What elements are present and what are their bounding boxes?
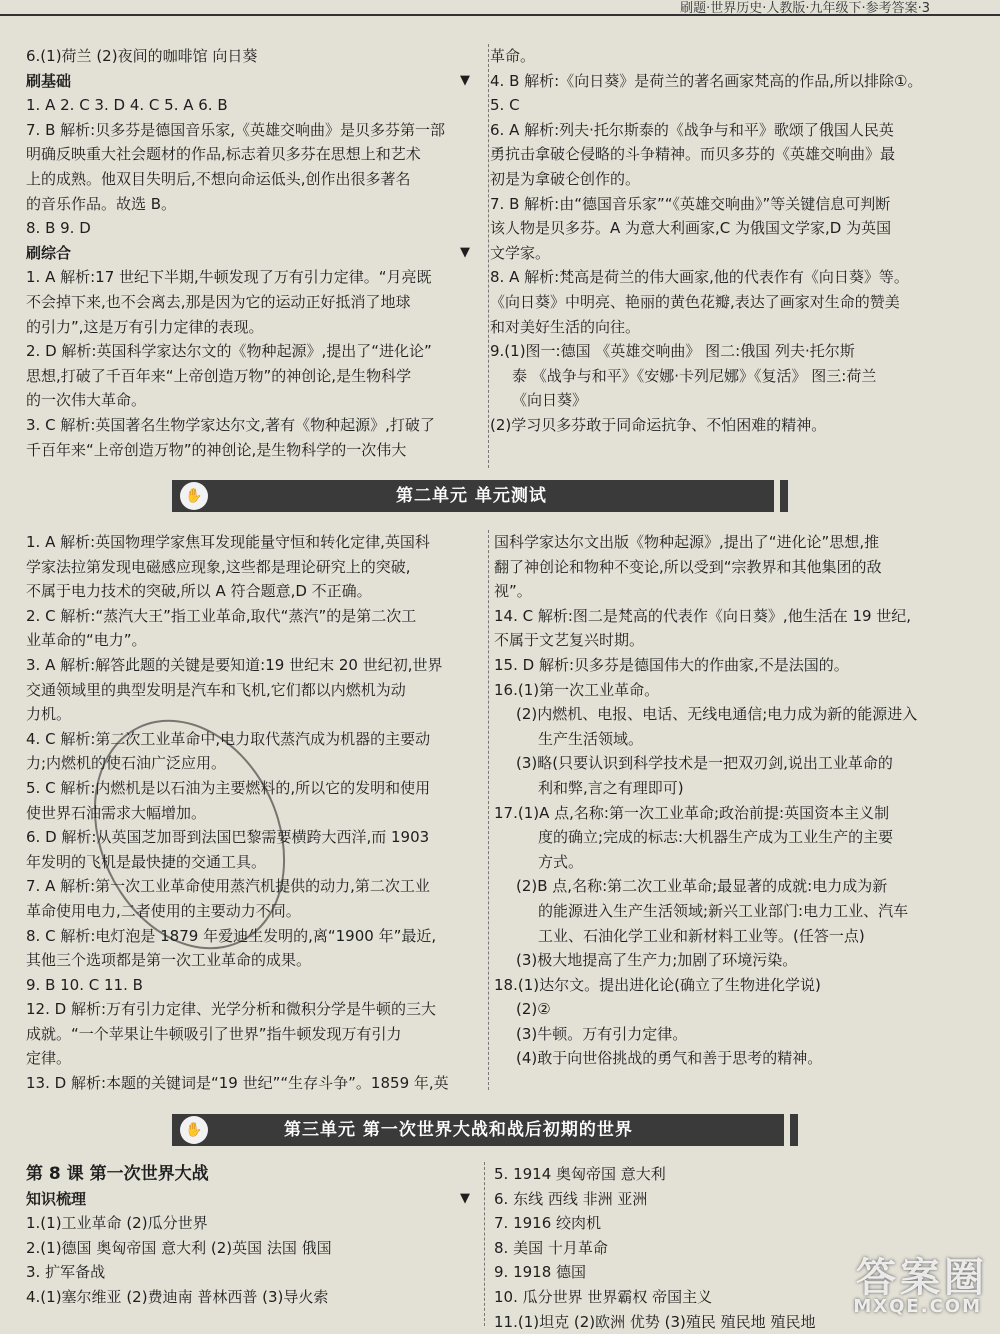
answer-line: 3. 扩军备战 [26,1263,106,1282]
answer-line: 17.(1)A 点,名称:第一次工业革命;政治前提:英国资本主义制 [494,803,890,822]
unit3-title: 第三单元 第一次世界大战和战后初期的世界 [284,1120,633,1140]
answer-line: (3)略(只要认识到科学技术是一把双刃剑,说出工业革命的 [516,754,893,773]
watermark-text: 答案圈 [856,1255,988,1301]
answer-line: 不属于文艺复兴时期。 [494,631,645,650]
answer-line: 11.(1)坦克 (2)欧洲 优势 (3)殖民 殖民地 殖民地 [494,1312,816,1331]
answer-line: 和对美好生活的向往。 [490,317,641,336]
triangle-down-icon: ▼ [460,72,470,88]
page-header [0,0,1000,16]
answer-line: 成就。“一个苹果让牛顿吸引了世界”指牛顿发现万有引力 [26,1024,402,1043]
answer-line: 7. 1916 绞肉机 [494,1214,602,1233]
answer-line: 3. C 解析:英国著名生物学家达尔文,著有《物种起源》,打破了 [26,415,435,434]
section-heading-label: 刷综合 [26,243,72,262]
answer-line: 6. 东线 西线 非洲 亚洲 [494,1189,648,1208]
answer-line: 泰 《战争与和平》《安娜·卡列尼娜》《复活》 图三:荷兰 [512,366,877,385]
answer-line: 思想,打破了千百年来“上帝创造万物”的神创论,是生物科学 [26,366,412,385]
answer-line: 8. 美国 十月革命 [494,1238,608,1257]
answer-line: 力机。 [26,705,72,724]
answer-line: 8. A 解析:梵高是荷兰的伟大画家,他的代表作有《向日葵》等。 [490,268,909,287]
triangle-down-icon: ▼ [460,244,470,260]
answer-line: 国科学家达尔文出版《物种起源》,提出了“进化论”思想,推 [494,533,880,551]
answer-line: 初是为拿破仑创作的。 [490,169,641,188]
answer-line: 15. D 解析:贝多芬是德国伟大的作曲家,不是法国的。 [494,655,849,674]
answer-line: 1.(1)工业革命 (2)瓜分世界 [26,1214,208,1233]
answer-line: 12. D 解析:万有引力定律、光学分析和微积分学是牛顿的三大 [26,1000,436,1019]
hand-icon: ✋ [180,1116,208,1144]
unit3-left-column [26,1162,470,1310]
answer-line: 勇抗击拿破仑侵略的斗争精神。而贝多芬的《英雄交响曲》最 [490,145,896,164]
answer-line: 4. C 解析:第二次工业革命中,电力取代蒸汽成为机器的主要动 [26,729,431,748]
section-heading [26,241,470,266]
answer-line: 2.(1)德国 奥匈帝国 意大利 (2)英国 法国 俄国 [26,1238,332,1257]
section-heading-label: 刷基础 [26,71,72,90]
unit3-banner [172,1114,784,1146]
answer-line: 7. B 解析:由“德国音乐家”“《英雄交响曲》”等关键信息可判断 [490,194,891,213]
answer-line: 不属于电力技术的突破,所以 A 符合题意,D 不正确。 [26,582,372,601]
banner-end-cap [780,480,788,512]
answer-line: (2)② [516,1000,551,1019]
answer-line: 16.(1)第一次工业革命。 [494,680,660,699]
section-heading-label: 知识梳理 [26,1189,87,1208]
answer-line: 2. D 解析:英国科学家达尔文的《物种起源》,提出了“进化论” [26,342,432,361]
answer-line: 视”。 [494,582,532,601]
answer-line: 14. C 解析:图二是梵高的代表作《向日葵》,他生活在 19 世纪, [494,606,912,625]
answer-line: 革命使用电力,二者使用的主要动力不同。 [26,901,301,920]
answer-line: 学家法拉第发现电磁感应现象,这些都是理论研究上的突破, [26,557,411,576]
answer-line: 年发明的飞机是最快捷的交通工具。 [26,852,267,871]
answer-line: 的一次伟大革命。 [26,391,147,410]
answer-line: 《向日葵》 [512,391,588,410]
answer-line: (3)牛顿。万有引力定律。 [516,1024,688,1043]
answer-line: 9. 1918 德国 [494,1263,587,1282]
answer-line: 千百年来“上帝创造万物”的神创论,是生物科学的一次伟大 [26,440,407,459]
answer-line: 1. A 解析:17 世纪下半期,牛顿发现了万有引力定律。“月亮既 [26,268,432,287]
watermark-logo [810,1246,1000,1326]
answer-line: 5. C [490,96,520,115]
answer-line: 6. A 解析:列夫·托尔斯泰的《战争与和平》歌颂了俄国人民英 [490,120,894,139]
answer-line: 文学家。 [490,243,551,262]
answer-line: 6.(1)荷兰 (2)夜间的咖啡馆 向日葵 [26,47,258,65]
answer-line: 生产生活领域。 [538,729,644,748]
unit2-right-column [494,530,954,1071]
answer-line: 5. C 解析:内燃机是以石油为主要燃料的,所以它的发明和使用 [26,778,431,797]
answer-line: 业革命的“电力”。 [26,631,147,650]
answer-line: 的引力”,这是万有引力定律的表现。 [26,317,264,336]
answer-line: 方式。 [538,852,584,871]
answer-line: 力;内燃机的使石油广泛应用。 [26,754,227,773]
banner-end-cap [790,1114,798,1146]
answer-line: 的能源进入生产生活领域;新兴工业部门:电力工业、汽车 [538,901,909,920]
answer-line: 1. A 解析:英国物理学家焦耳发现能量守恒和转化定律,英国科 [26,533,430,551]
answer-line: 该人物是贝多芬。A 为意大利画家,C 为俄国文学家,D 为英国 [490,219,892,238]
answer-line: 翻了神创论和物种不变论,所以受到“宗教界和其他集团的敌 [494,557,882,576]
watermark-url: MXQE.COM [853,1296,982,1317]
answer-line: (2)内燃机、电报、电话、无线电通信;电力成为新的能源进入 [516,705,918,724]
answer-line: 2. C 解析:“蒸汽大王”指工业革命,取代“蒸汽”的是第二次工 [26,606,417,625]
triangle-down-icon: ▼ [460,1190,470,1206]
answer-line: 10. 瓜分世界 世界霸权 帝国主义 [494,1287,713,1306]
answer-line: (4)敢于向世俗挑战的勇气和善于思考的精神。 [516,1049,823,1068]
answer-line: (2)学习贝多芬敢于同命运抗争、不怕困难的精神。 [490,415,827,434]
header-text: 刷题·世界历史·人教版·九年级下·参考答案·3 [680,1,930,16]
answer-line: 定律。 [26,1049,72,1068]
answer-line: 其他三个选项都是第一次工业革命的成果。 [26,951,312,970]
answer-line: 13. D 解析:本题的关键词是“19 世纪”“生存斗争”。1859 年,英 [26,1074,449,1093]
answer-line: 4. B 解析:《向日葵》是荷兰的著名画家梵高的作品,所以排除①。 [490,71,923,90]
unit2-title: 第二单元 单元测试 [396,486,547,506]
answer-line: 上的成熟。他双目失明后,不想向命运低头,创作出很多著名 [26,169,411,188]
answer-line: (3)极大地提高了生产力;加剧了环境污染。 [516,951,798,970]
answer-line: 的音乐作品。故选 B。 [26,194,177,213]
answer-line: 《向日葵》中明亮、艳丽的黄色花瓣,表达了画家对生命的赞美 [490,292,900,311]
answer-line: 7. A 解析:第一次工业革命使用蒸汽机提供的动力,第二次工业 [26,877,430,896]
answer-line: 9. B 10. C 11. B [26,975,143,994]
column-divider [484,1162,485,1326]
answer-line: 使世界石油需求大幅增加。 [26,803,207,822]
answer-line: 8. C 解析:电灯泡是 1879 年爱迪生发明的,离“1900 年”最近, [26,926,437,945]
section-heading [26,69,470,94]
column-divider [488,530,489,1090]
answer-line: 6. D 解析:从英国芝加哥到法国巴黎需要横跨大西洋,而 1903 [26,828,430,847]
answer-line: 明确反映重大社会题材的作品,标志着贝多芬在思想上和艺术 [26,145,421,164]
column-divider [488,44,489,468]
answer-line: 不会掉下来,也不会离去,那是因为它的运动正好抵消了地球 [26,292,411,311]
answer-line: 1. A 2. C 3. D 4. C 5. A 6. B [26,96,228,115]
unit2-banner [172,480,774,512]
lesson-title: 第 8 课 第一次世界大战 [26,1164,209,1184]
answer-line: 4.(1)塞尔维亚 (2)费迪南 普林西普 (3)导火索 [26,1287,329,1306]
top-left-column [26,44,470,462]
answer-line: 18.(1)达尔文。提出进化论(确立了生物进化学说) [494,975,821,994]
answer-line: (2)B 点,名称:第二次工业革命;最显著的成就:电力成为新 [516,877,888,896]
hand-icon: ✋ [180,482,208,510]
answer-line: 3. A 解析:解答此题的关键是要知道:19 世纪末 20 世纪初,世界 [26,655,443,674]
section-heading [26,1187,470,1212]
answer-line: 利和弊,言之有理即可) [538,778,684,797]
answer-line: 7. B 解析:贝多芬是德国音乐家,《英雄交响曲》是贝多芬第一部 [26,120,445,139]
answer-line: 8. B 9. D [26,219,91,238]
answer-line: 交通领域里的典型发明是汽车和飞机,它们都以内燃机为动 [26,680,406,699]
answer-line: 度的确立;完成的标志:大机器生产成为工业生产的主要 [538,828,894,847]
top-right-column [490,44,960,438]
answer-line: 5. 1914 奥匈帝国 意大利 [494,1165,666,1183]
answer-line: 工业、石油化学工业和新材料工业等。(任答一点) [538,926,865,945]
answer-line: 革命。 [490,47,536,65]
answer-line: 9.(1)图一:德国 《英雄交响曲》 图二:俄国 列夫·托尔斯 [490,342,855,361]
